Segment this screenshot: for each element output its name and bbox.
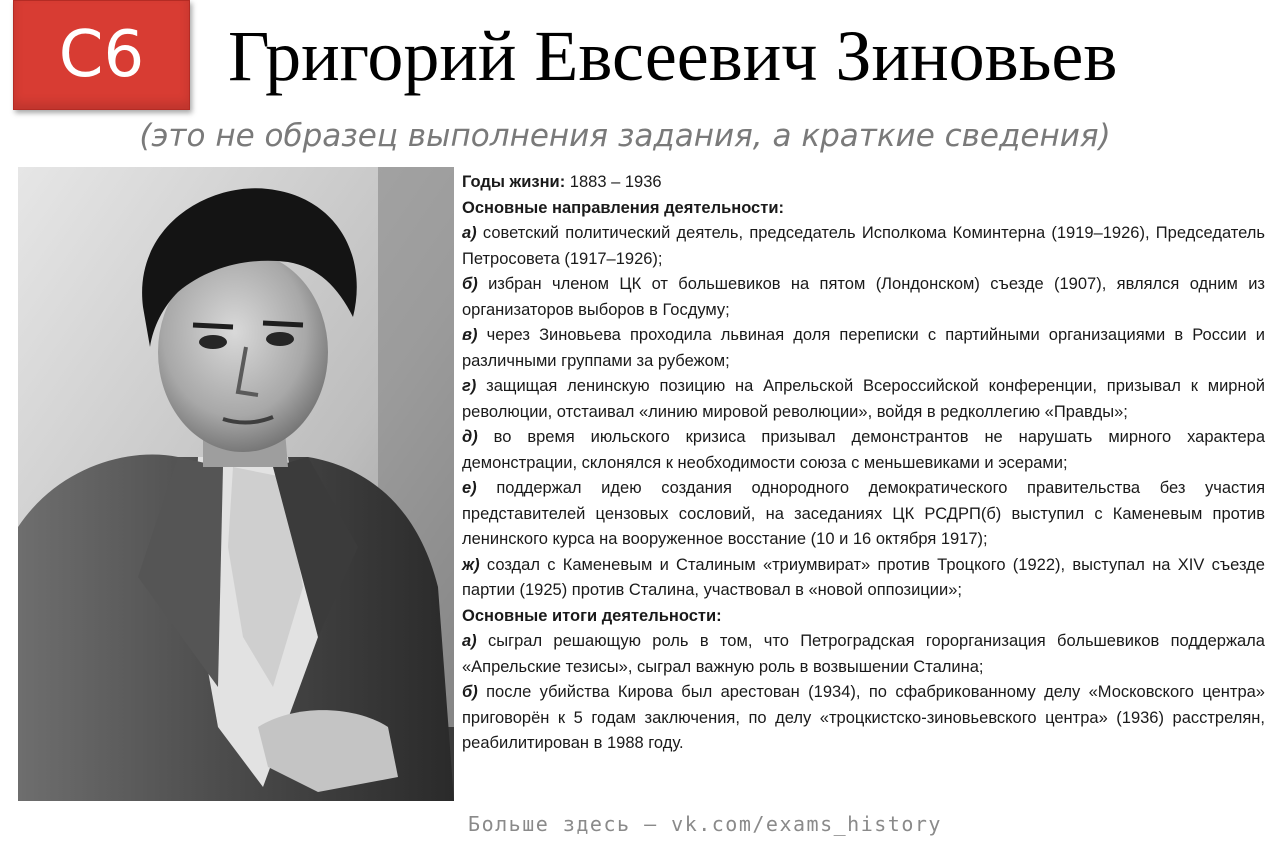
years-value: 1883 – 1936 <box>569 173 662 191</box>
page-title: Григорий Евсеевич Зиновьев <box>228 16 1118 96</box>
directions-heading: Основные направления деятельности: <box>462 198 784 217</box>
direction-item: г) защищая ленинскую позицию на Апрельской Всероссийской конференции, призывал к мирной революции, отстаивал «линию мировой революции», войдя в редколлегию «Правды»; <box>462 377 1265 421</box>
section-badge: С6 <box>13 0 190 110</box>
direction-item: б) избран членом ЦК от большевиков на пятом (Лондонском) съезде (1907), являлся одним из организаторов выборов в Госдуму; <box>462 275 1265 319</box>
portrait-photo <box>18 167 454 801</box>
results-heading: Основные итоги деятельности: <box>462 606 722 625</box>
years-label: Годы жизни: <box>462 173 566 191</box>
direction-item: д) во время июльского кризиса призывал демонстрантов не нарушать мирного характера демонстрации, склонялся к необходимости союза с меньшевиками и эсерами; <box>462 428 1265 472</box>
direction-item: е) поддержал идею создания однородного демократического правительства без участия представителей цензовых сословий, на заседаниях ЦК РСДРП(б) выступил с Каменевым против ленинского курса на вооруженное восстание (10 и 16 октября 1917); <box>462 479 1266 548</box>
direction-item: а) советский политический деятель, председатель Исполкома Коминтерна (1919–1926), Председатель Петросовета (1917–1926); <box>462 224 1265 268</box>
portrait-illustration <box>18 167 454 801</box>
result-item: а) сыграл решающую роль в том, что Петроградская горорганизация большевиков поддержала «Апрельские тезисы», сыграл важную роль в возвышении Сталина; <box>462 632 1265 676</box>
page-subtitle: (это не образец выполнения задания, а краткие сведения) <box>139 118 1111 154</box>
years-line <box>462 170 1265 196</box>
footer-link[interactable]: Больше здесь — vk.com/exams_history <box>468 812 942 836</box>
result-item: б) после убийства Кирова был арестован (1934), по сфабрикованному делу «Московского центра» приговорён к 5 годам заключения, по делу «троцкистско-зиновьевского центра» (1936) расстрелян, реабилитирован в 1988 году. <box>462 683 1265 752</box>
biography-text <box>462 170 1265 757</box>
direction-item: в) через Зиновьева проходила львиная доля переписки с партийными организациями в России и различными группами за рубежом; <box>462 326 1265 370</box>
direction-item: ж) создал с Каменевым и Сталиным «триумвират» против Троцкого (1922), выступал на XIV съезде партии (1925) против Сталина, участвовал в «новой оппозиции»; <box>462 555 1265 599</box>
